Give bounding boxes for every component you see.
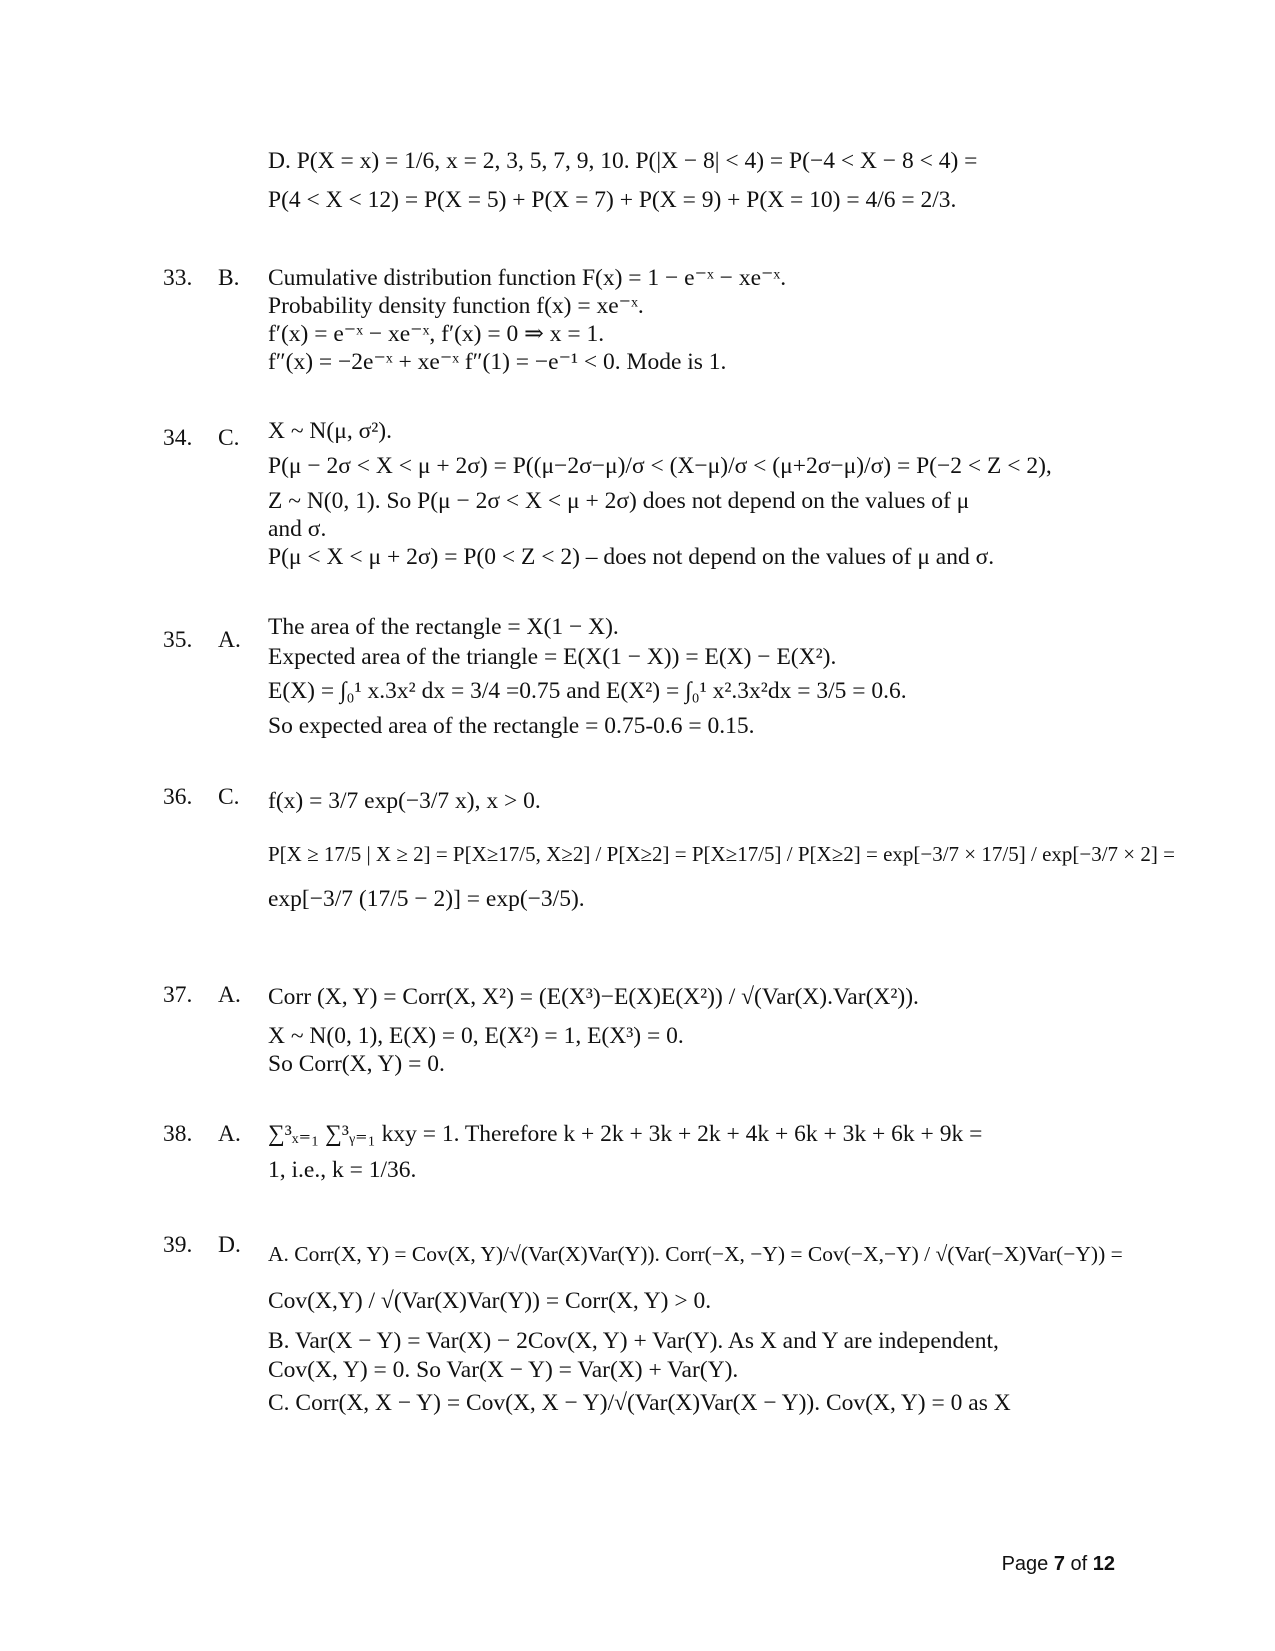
solution-line: C. Corr(X, X − Y) = Cov(X, X − Y)/√(Var(X)Var(X − Y)). Cov(X, Y) = 0 as X <box>268 1390 1011 1416</box>
solution-line: P(μ − 2σ < X < μ + 2σ) = P((μ−2σ−μ)/σ < (X−μ)/σ < (μ+2σ−μ)/σ) = P(−2 < Z < 2), <box>268 453 1052 479</box>
solution-line: ∑³ₓ₌₁ ∑³ᵧ₌₁ kxy = 1. Therefore k + 2k + 3k + 2k + 4k + 6k + 3k + 6k + 9k = <box>268 1121 983 1147</box>
question-number: 39. <box>163 1232 193 1258</box>
solution-line: So expected area of the rectangle = 0.75-0.6 = 0.15. <box>268 713 755 739</box>
question-answer: C. <box>218 784 240 810</box>
footer-prefix: Page <box>1001 1553 1054 1575</box>
solution-line: E(X) = ∫₀¹ x.3x² dx = 3/4 =0.75 and E(X²) = ∫₀¹ x².3x²dx = 3/5 = 0.6. <box>268 678 907 704</box>
solution-line: So Corr(X, Y) = 0. <box>268 1051 445 1077</box>
question-number: 38. <box>163 1121 193 1147</box>
solution-line: Expected area of the triangle = E(X(1 − X)) = E(X) − E(X²). <box>268 644 837 670</box>
solution-line: Corr (X, Y) = Corr(X, X²) = (E(X³)−E(X)E(X²)) / √(Var(X).Var(X²)). <box>268 984 919 1010</box>
solution-line: 1, i.e., k = 1/36. <box>268 1157 417 1183</box>
solution-line: f(x) = 3/7 exp(−3/7 x), x > 0. <box>268 788 541 814</box>
solution-line: A. Corr(X, Y) = Cov(X, Y)/√(Var(X)Var(Y)). Corr(−X, −Y) = Cov(−X,−Y) / √(Var(−X)Var(−Y)) = <box>268 1242 1123 1266</box>
solution-line: Cov(X, Y) = 0. So Var(X − Y) = Var(X) + Var(Y). <box>268 1357 739 1383</box>
question-answer: D. <box>218 1232 241 1258</box>
solution-line: Probability density function f(x) = xe⁻ˣ. <box>268 293 644 319</box>
page-footer <box>1002 1553 1115 1576</box>
question-answer: A. <box>218 627 241 653</box>
question-number: 36. <box>163 784 193 810</box>
solution-line: f″(x) = −2e⁻ˣ + xe⁻ˣ f″(1) = −e⁻¹ < 0. Mode is 1. <box>268 349 727 375</box>
question-answer: A. <box>218 1121 241 1147</box>
question-answer: A. <box>218 982 241 1008</box>
footer-of: of <box>1064 1553 1093 1575</box>
solution-line: and σ. <box>268 516 327 542</box>
question-answer: B. <box>218 265 240 291</box>
solution-line: X ~ N(0, 1), E(X) = 0, E(X²) = 1, E(X³) = 0. <box>268 1023 684 1049</box>
current-page-number: 7 <box>1053 1553 1065 1575</box>
total-page-number: 12 <box>1092 1553 1115 1575</box>
solution-line: exp[−3/7 (17/5 − 2)] = exp(−3/5). <box>268 886 585 912</box>
solution-line: Z ~ N(0, 1). So P(μ − 2σ < X < μ + 2σ) does not depend on the values of μ <box>268 488 970 514</box>
solution-line: P[X ≥ 17/5 | X ≥ 2] = P[X≥17/5, X≥2] / P[X≥2] = P[X≥17/5] / P[X≥2] = exp[−3/7 × 17/5] / exp[−3/7 × 2] = <box>268 842 1175 866</box>
question-answer: C. <box>218 425 240 451</box>
prev-answer-line-2: P(4 < X < 12) = P(X = 5) + P(X = 7) + P(X = 9) + P(X = 10) = 4/6 = 2/3. <box>268 187 957 213</box>
solution-line: Cumulative distribution function F(x) = 1 − e⁻ˣ − xe⁻ˣ. <box>268 265 787 291</box>
question-number: 37. <box>163 982 193 1008</box>
prev-answer-line-1: D. P(X = x) = 1/6, x = 2, 3, 5, 7, 9, 10. P(|X − 8| < 4) = P(−4 < X − 8 < 4) = <box>268 148 978 174</box>
solution-line: Cov(X,Y) / √(Var(X)Var(Y)) = Corr(X, Y) > 0. <box>268 1288 712 1314</box>
solution-line: X ~ N(μ, σ²). <box>268 418 392 444</box>
solution-line: The area of the rectangle = X(1 − X). <box>268 614 619 640</box>
solution-line: B. Var(X − Y) = Var(X) − 2Cov(X, Y) + Var(Y). As X and Y are independent, <box>268 1328 999 1354</box>
question-number: 33. <box>163 265 193 291</box>
question-number: 35. <box>163 627 193 653</box>
solution-line: P(μ < X < μ + 2σ) = P(0 < Z < 2) – does not depend on the values of μ and σ. <box>268 544 995 570</box>
question-number: 34. <box>163 425 193 451</box>
solution-line: f′(x) = e⁻ˣ − xe⁻ˣ, f′(x) = 0 ⇒ x = 1. <box>268 321 605 347</box>
